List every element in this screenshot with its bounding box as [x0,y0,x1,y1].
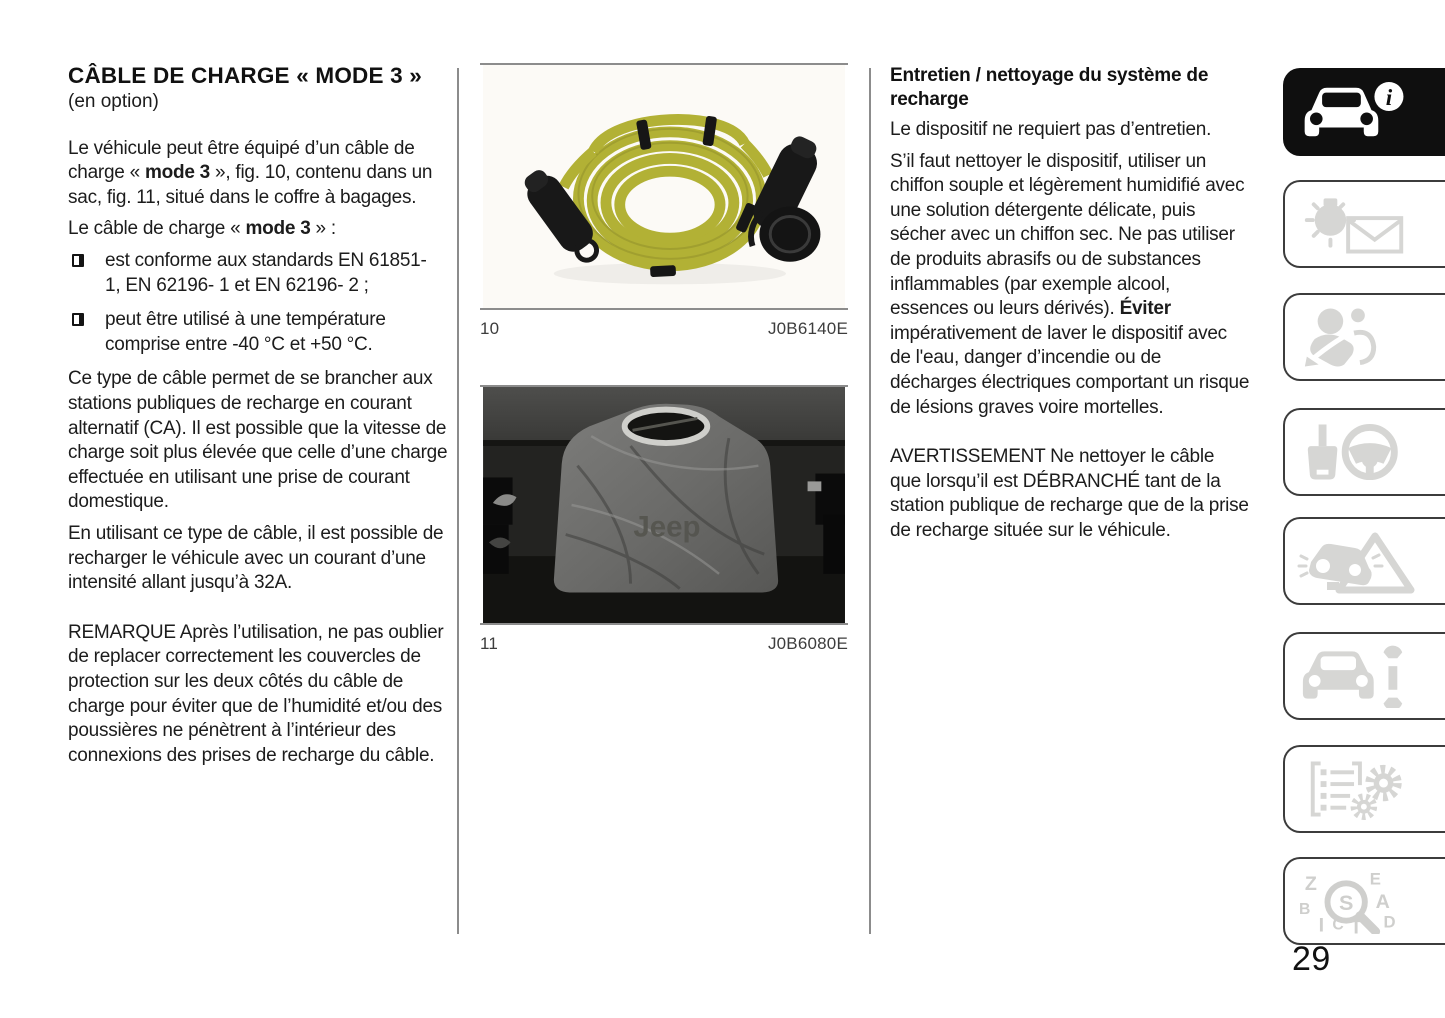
figure-caption [480,625,848,654]
note-paragraph: REMARQUE Après l’utilisation, ne pas oublier de replacer correctement les couvercles de protection sur les deux côtés du câble de charge pour éviter que de l’humidité et/ou des poussières ne pénètrent à l’intérieur des connexions des prises de recharge du câble. [68,621,444,766]
list-item [68,249,462,298]
figure-10 [480,63,848,339]
figure-number: 11 [480,634,499,653]
sidebar-tab-starting-driving[interactable] [1283,408,1445,496]
sidebar-tab-safety[interactable] [1283,293,1445,381]
svg-text:C: C [1332,916,1344,934]
paragraph: Le dispositif ne requiert pas d’entretien. [890,119,1212,140]
section-heading: Entretien / nettoyage du système de recharge [890,65,1209,110]
warning-lights-messages-icon [1297,192,1415,256]
text-segment: », fig. 10, contenu dans un sac, fig. 11, situé dans le coffre à bagages. [68,162,433,208]
sidebar-tab-warning-lights[interactable] [1283,180,1445,268]
svg-text:D: D [1383,912,1396,932]
sidebar-tab-emergency[interactable] [1283,517,1445,605]
text-segment: Le véhicule peut être équipé d’un câble de charge « [68,137,415,184]
page-title: CÂBLE DE CHARGE « MODE 3 » [68,63,423,88]
car-wrench-maintenance-icon [1297,644,1415,708]
sidebar-tab-vehicle-info[interactable] [1283,68,1445,156]
right-text-column [890,64,1250,551]
svg-text:A: A [1375,890,1390,913]
figure-caption [480,310,848,339]
paragraph [68,137,462,211]
paragraph: En utilisant ce type de câble, il est possible de recharger le véhicule avec un courant d’une intensité allant jusqu’à 32A. [68,522,444,594]
list-item-text: est conforme aux standards EN 61851- 1, EN 62196- 1 et EN 62196- 2 ; [105,250,427,296]
left-text-column [68,64,462,775]
svg-text:i: i [1385,85,1393,112]
list-item [68,308,462,357]
bold-text-segment: mode 3 [144,162,211,184]
vehicle-info-icon [1297,81,1415,143]
sidebar-tab-maintenance[interactable] [1283,632,1445,720]
square-bullet-icon [72,313,84,326]
square-bullet-icon [72,254,84,267]
figure-number: 10 [480,319,500,338]
bold-text-segment: mode 3 [245,218,311,240]
sidebar-tab-index[interactable] [1283,857,1445,945]
key-steering-wheel-icon [1297,420,1415,484]
svg-text:T: T [1350,916,1363,934]
figure-code: J0B6140E [767,319,848,338]
svg-text:S: S [1338,889,1354,915]
text-segment: S’il faut nettoyer le dispositif, utiliser un chiffon souple et légèrement humidifié avec une solution détergente délicate, puis sécher avec un chiffon sec. Ne pas utiliser de produits abrasifs ou de substances inflammables (par exemple alcool, essences ou leurs dérivés). [890,150,1245,320]
page-number: 29 [1292,940,1331,978]
figure-11-photo [480,385,848,625]
svg-text:I: I [1318,914,1325,934]
figure-code: J0B6080E [767,634,848,653]
figure-10-photo [480,63,848,310]
svg-text:Z: Z [1304,873,1317,896]
paragraph [68,217,462,242]
text-segment: » : [310,218,336,240]
text-segment: impérativement de laver le dispositif avec de l'eau, danger d’incendie ou de décharges électriques comportant un risque de lésions graves voire mortelles. [890,322,1250,418]
warning-paragraph: AVERTISSEMENT Ne nettoyer le câble que lorsqu’il est DÉBRANCHÉ tant de la station publique de recharge que de la prise de recharge située sur le véhicule. [890,446,1249,541]
page-subtitle: (en option) [68,90,159,112]
bullet-list [68,249,462,357]
column-divider [869,68,871,934]
sidebar-tab-technical-data[interactable] [1283,745,1445,833]
emergency-triangle-icon [1297,528,1421,594]
technical-data-gears-icon [1297,757,1415,821]
paragraph [890,150,1250,421]
safety-airbag-icon [1297,305,1415,369]
text-segment: Le câble de charge « [68,218,246,240]
alphabetical-index-search-icon [1297,868,1415,934]
column-divider [457,68,459,934]
svg-text:E: E [1369,869,1381,889]
bag-logo-text: Jeep [633,510,701,544]
paragraph: Ce type de câble permet de se brancher aux stations publiques de recharge en courant alternatif (CA). Il est possible que la vitesse de charge soit plus élevée que celle d’une charge effectuée en utilisant une prise de courant domestique. [68,368,448,513]
figure-11 [480,385,848,654]
svg-text:B: B [1298,900,1311,918]
list-item-text: peut être utilisé à une température comprise entre -40 °C et +50 °C. [105,309,386,355]
bold-text-segment: Éviter [1119,298,1171,320]
